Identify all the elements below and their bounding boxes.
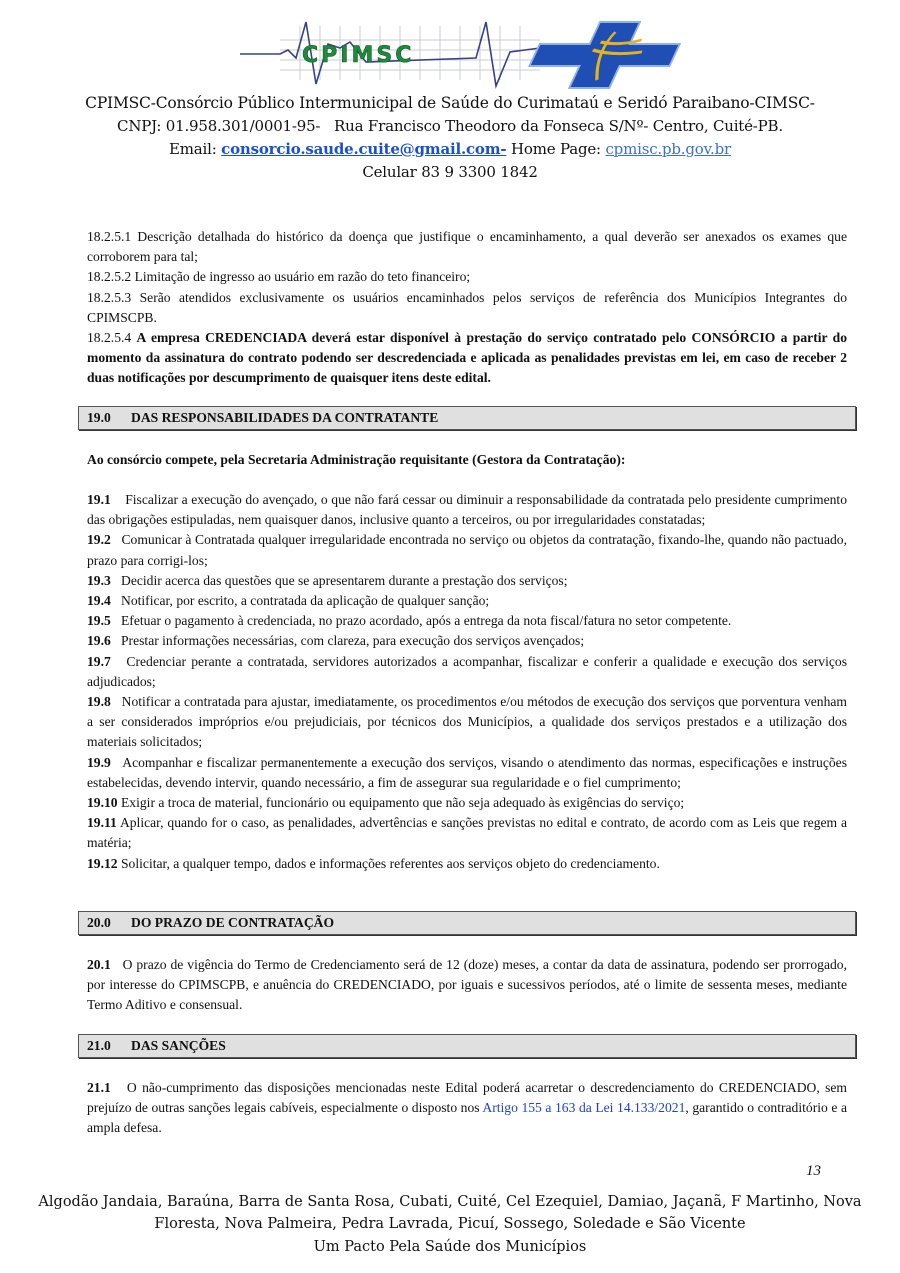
email-label: Email: (169, 140, 217, 158)
section-21-items (87, 1078, 847, 1139)
section-19-header: 19.0 DAS RESPONSABILIDADES DA CONTRATANTE (78, 406, 856, 430)
page-number: 13 (806, 1163, 821, 1179)
item-19-3: 19.3 Decidir acerca das questões que se apresentarem durante a prestação dos serviços; (87, 572, 568, 588)
section-21-header: 21.0 DAS SANÇÕES (78, 1034, 856, 1058)
item-19-10: 19.10 Exigir a troca de material, funcionário ou equipamento que não seja adequado às exigências do serviço; (87, 795, 685, 811)
section-19-items (87, 490, 847, 874)
org-cnpj-address (0, 117, 900, 135)
item-19-1: 19.1 Fiscalizar a execução do avençado, o que não fará cessar ou diminuir a responsabilidade da contratada pelo presidente cumprimento das obrigações estipuladas, nem quaisquer danos, inclusive quanto a terceiros, ou por irregularidades constatadas; (87, 492, 848, 528)
item-19-9: 19.9 Acompanhar e fiscalizar permanentemente a execução dos serviços, visando o atendimento das normas, especificações e instruções estabelecidas, devendo intervir, quando necessário, a fim de assegurar sua regularidade e o fiel cumprimento; (87, 754, 847, 790)
item-19-7: 19.7 Credenciar perante a contratada, servidores autorizados a acompanhar, fiscalizar e conferir a qualidade e execução dos serviços adjudicados; (87, 653, 847, 689)
item-19-8: 19.8 Notificar a contratada para ajustar, imediatamente, os procedimentos e/ou métodos de execução dos serviços que porventura venham a ser considerados impróprios e/ou prejudiciais, por técnicos dos Municípios, a qualidade dos serviços prestados e a utilização dos materiais solicitados; (87, 694, 847, 750)
items-18-block (87, 227, 847, 389)
section-20-items (87, 955, 847, 1016)
item-21-1: 21.1 O não-cumprimento das disposições mencionadas neste Edital poderá acarretar o descredenciamento do CREDENCIADO, sem prejuízo de outras sanções legais cabíveis, especialmente o disposto nos Artigo 155 a 163 da Lei 14.133/2021, garantido o contraditório e a ampla defesa. (87, 1080, 847, 1136)
item-18-2-5-1: 18.2.5.1 Descrição detalhada do histórico da doença que justifique o encaminhamento, a qual deverão ser anexados os exames que corroborem para tal; (87, 229, 847, 265)
org-contacts (0, 140, 900, 158)
section-20-header: 20.0 DO PRAZO DE CONTRATAÇÃO (78, 911, 856, 935)
org-name: CPIMSC-Consórcio Público Intermunicipal de Saúde do Curimataú e Seridó Paraibano-CIMSC- (85, 94, 815, 112)
item-18-2-5-4: 18.2.5.4 A empresa CREDENCIADA deverá estar disponível à prestação do serviço contratado pelo CONSÓRCIO a partir do momento da assinatura do contrato podendo ser descredenciada e aplicada as penalidades previstas em lei, em caso de receber 2 duas notificações por descumprimento de quaisquer itens deste edital. (87, 330, 847, 386)
item-20-1: 20.1 O prazo de vigência do Termo de Credenciamento será de 12 (doze) meses, a contar da data de assinatura, podendo ser prorrogado, por interesse do CPIMSCPB, e anuência do CREDENCIADO, por iguais e sucessivos períodos, até o limite de sessenta meses, mediante Termo Aditivo e consensual. (87, 957, 847, 1013)
item-19-2: 19.2 Comunicar à Contratada qualquer irregularidade encontrada no serviço ou objetos da contratação, fixando-lhe, quando não pactuado, prazo para corrigi-los; (87, 532, 847, 568)
law-reference-link[interactable]: Artigo 155 a 163 da Lei 14.133/2021 (482, 1100, 686, 1116)
footer-municipalities-line2: Floresta, Nova Palmeira, Pedra Lavrada, Picuí, Sossego, Soledade e São Vicente (154, 1216, 746, 1232)
item-19-4: 19.4 Notificar, por escrito, a contratada da aplicação de qualquer sanção; (87, 593, 490, 609)
cnpj: CNPJ: 01.958.301/0001-95- (117, 117, 321, 135)
phone: Celular 83 9 3300 1842 (362, 163, 538, 181)
footer-municipalities-line1: Algodão Jandaia, Baraúna, Barra de Santa Rosa, Cubati, Cuité, Cel Ezequiel, Damiao, Jaçanã, F Martinho, Nova (38, 1194, 862, 1210)
item-19-11: 19.11 Aplicar, quando for o caso, as penalidades, advertências e sanções previstas no edital e contrato, de acordo com as Leis que regem a matéria; (87, 815, 847, 851)
home-page-link[interactable]: cpmisc.pb.gov.br (605, 140, 731, 158)
email-link[interactable]: consorcio.saude.cuite@gmail.com- (221, 140, 507, 158)
item-19-12: 19.12 Solicitar, a qualquer tempo, dados e informações referentes aos serviços objeto do credenciamento. (87, 855, 660, 871)
cpimsc-logo (240, 18, 690, 90)
item-19-5: 19.5 Efetuar o pagamento à credenciada, no prazo acordado, após a entrega da nota fiscal/fatura no setor competente. (87, 613, 732, 629)
item-19-6: 19.6 Prestar informações necessárias, com clareza, para execução dos serviços avençados; (87, 633, 585, 649)
footer-slogan: Um Pacto Pela Saúde dos Municípios (313, 1239, 587, 1255)
item-18-2-5-2: 18.2.5.2 Limitação de ingresso ao usuário em razão do teto financeiro; (87, 269, 471, 285)
logo-text: CPIMSC (302, 43, 415, 68)
item-18-2-5-3: 18.2.5.3 Serão atendidos exclusivamente os usuários encaminhados pelos serviços de referência dos Municípios Integrantes do CPIMSCPB. (87, 289, 847, 325)
section-19-intro: Ao consórcio compete, pela Secretaria Administração requisitante (Gestora da Contratação): (87, 452, 626, 467)
home-page-label: Home Page: (511, 140, 601, 158)
address: Rua Francisco Theodoro da Fonseca S/Nº- Centro, Cuité-PB. (334, 117, 783, 135)
